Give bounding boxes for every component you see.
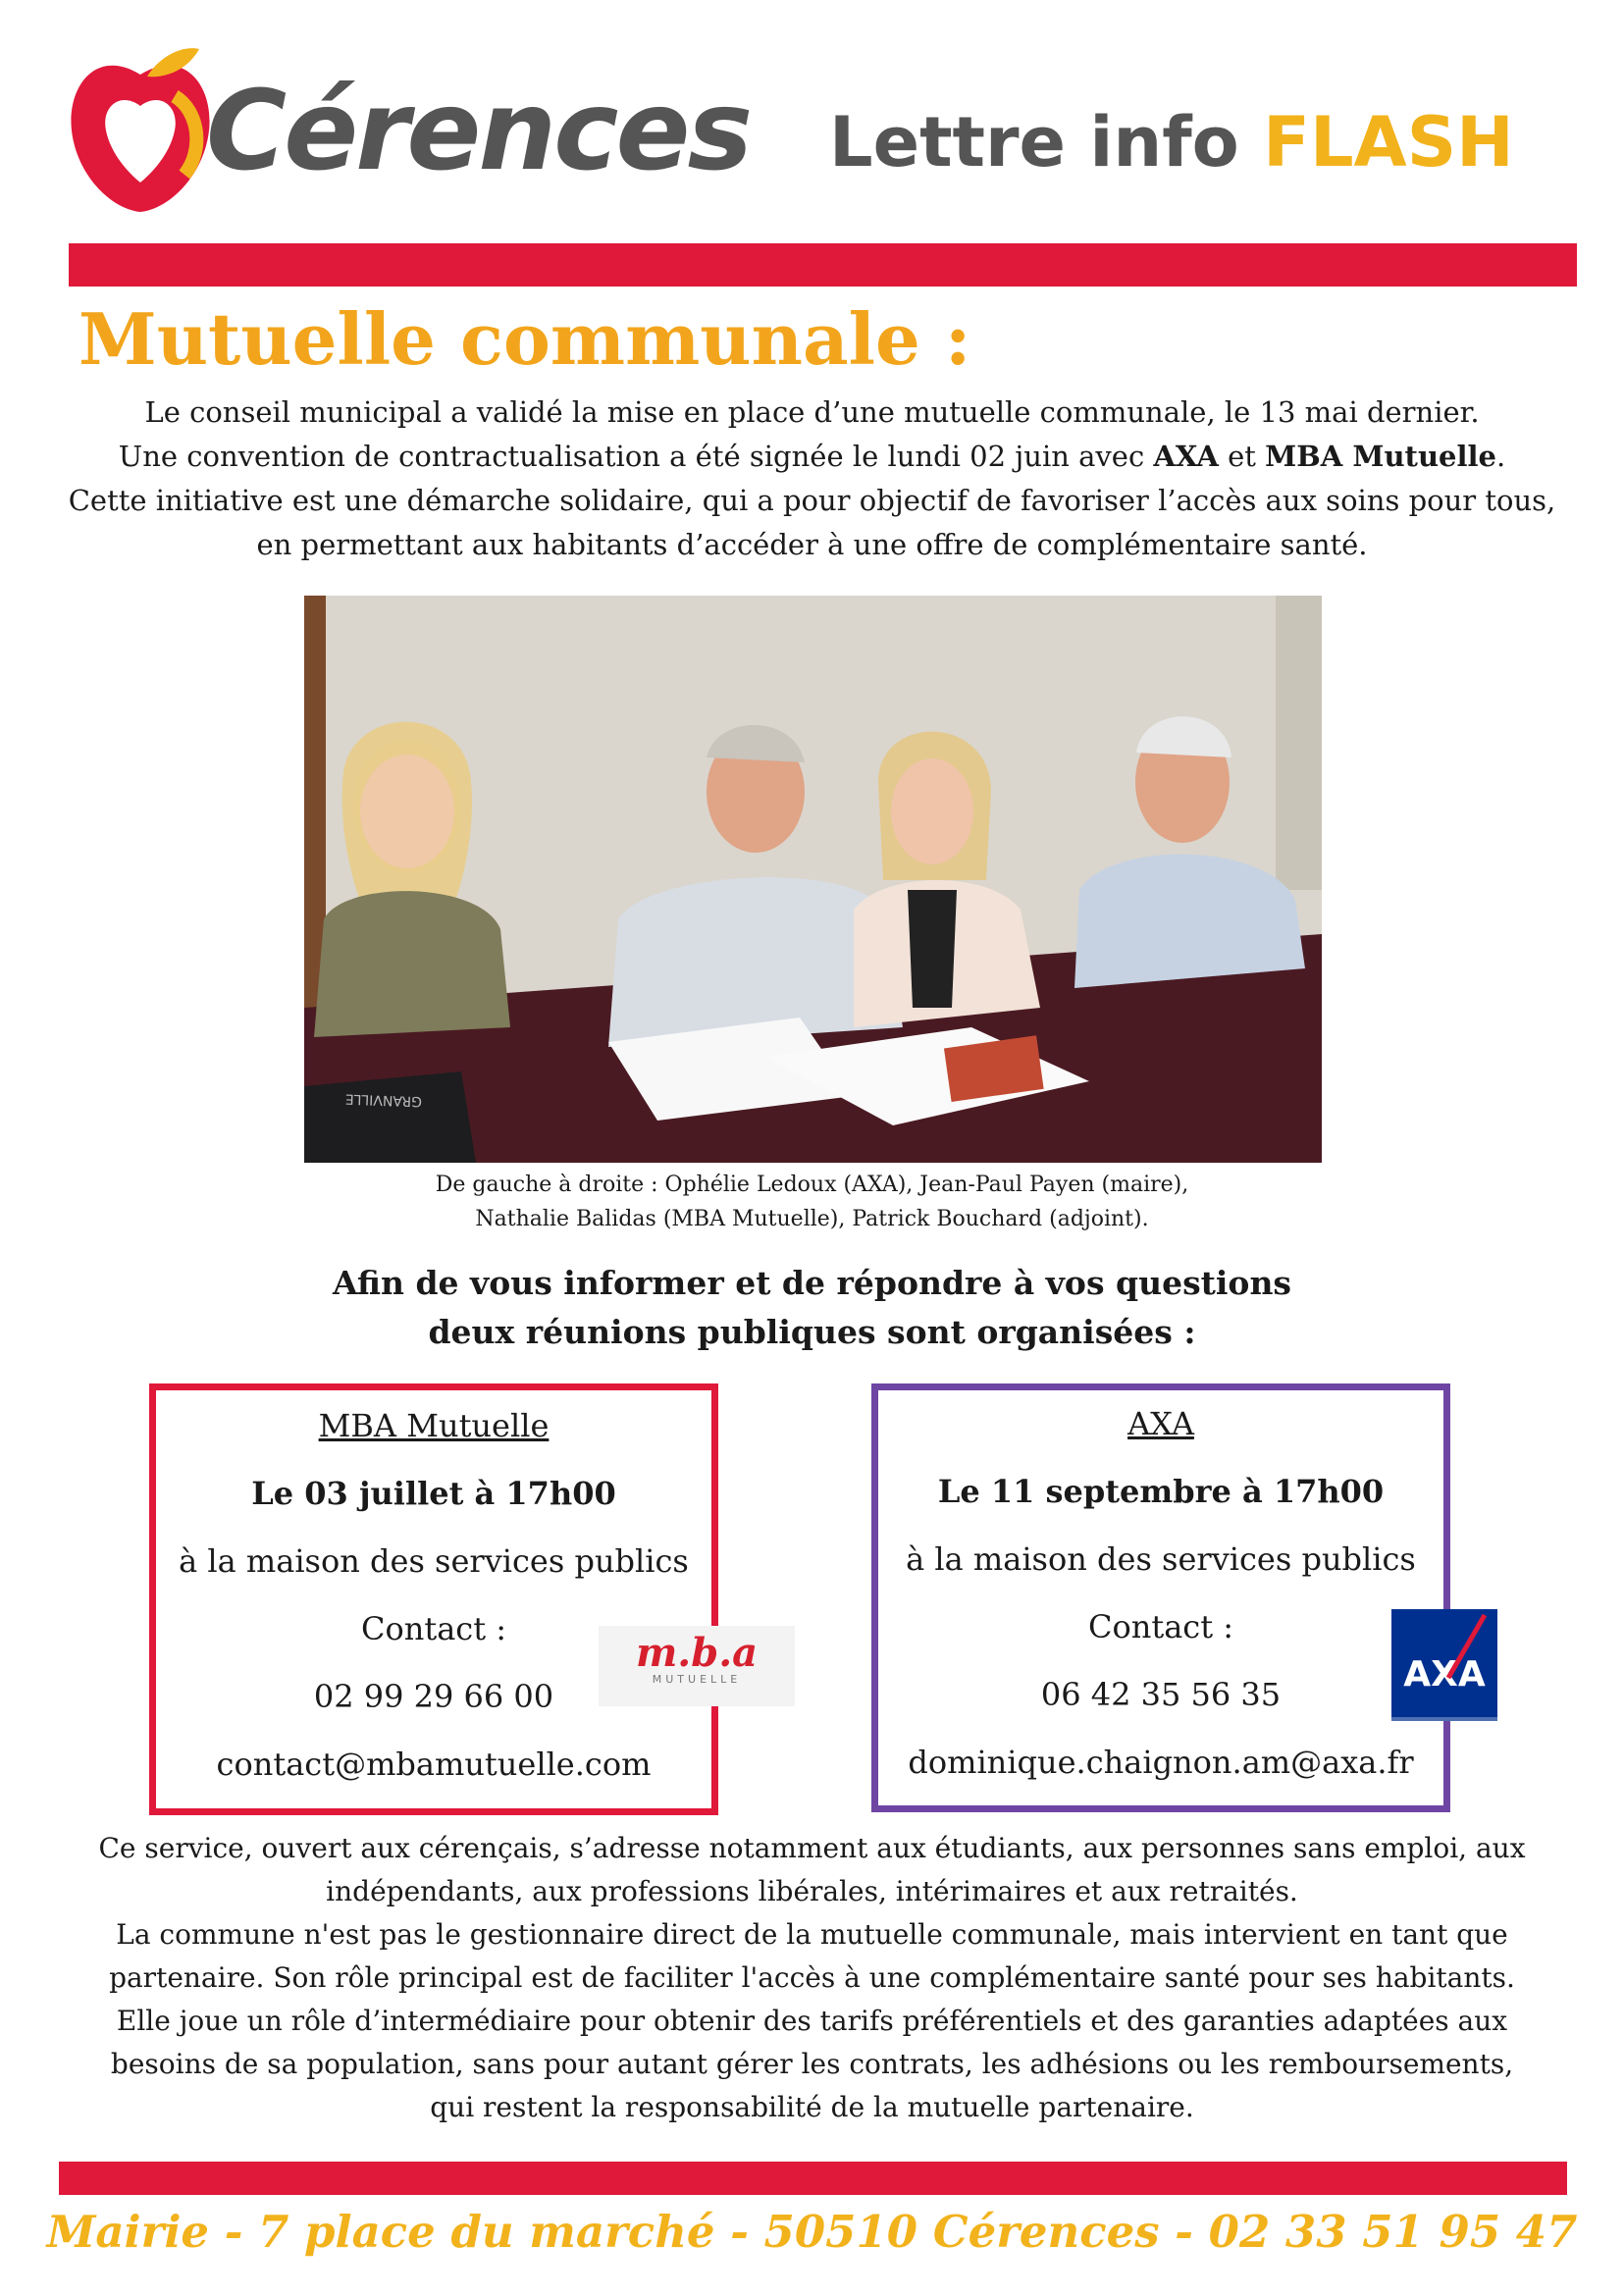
header-title-prefix: Lettre info: [829, 102, 1264, 183]
intro-line-2-prefix: Une convention de contractualisation a été signée le lundi 02 juin avec: [118, 440, 1154, 473]
footer-line-6: besoins de sa population, sans pour autant gérer les contrats, les adhésions ou les remboursements,: [110, 2048, 1514, 2080]
notebook-text: GRANVILLE: [344, 1090, 423, 1110]
axa-email[interactable]: dominique.chaignon.am@axa.fr: [908, 1744, 1414, 1781]
intro-mba: MBA Mutuelle: [1265, 440, 1496, 473]
intro-end: .: [1495, 440, 1506, 473]
footer-line-3: La commune n'est pas le gestionnaire direct de la mutuelle communale, mais intervient en tant que: [116, 1918, 1508, 1951]
footer-line-5: Elle joue un rôle d’intermédiaire pour obtenir des tarifs préférentiels et des garanties adaptées aux: [116, 2005, 1508, 2037]
footer-line-2: indépendants, aux professions libérales, intérimaires et aux retraités.: [326, 1875, 1298, 1907]
mba-place: à la maison des services publics: [179, 1542, 689, 1580]
bottom-divider: [59, 2162, 1567, 2195]
header-title-flash: FLASH: [1263, 102, 1514, 183]
axa-phone: 06 42 35 56 35: [1040, 1676, 1282, 1713]
axa-contact-label: Contact :: [1087, 1608, 1234, 1645]
footer-line-4: partenaire. Son rôle principal est de faciliter l'accès à une complémentaire santé pour ses habitants.: [109, 1961, 1515, 1994]
intro-line-3: Cette initiative est une démarche solidaire, qui a pour objectif de favoriser l’accès aux soins pour tous,: [68, 484, 1556, 517]
mba-meeting-box: [149, 1383, 718, 1815]
mba-phone: 02 99 29 66 00: [313, 1678, 554, 1715]
intro-line-2: [39, 435, 1585, 479]
axa-date: Le 11 septembre à 17h00: [937, 1473, 1385, 1510]
section-title: Mutuelle communale :: [79, 297, 971, 381]
footer-line-7: qui restent la responsabilité de la mutuelle partenaire.: [430, 2091, 1194, 2123]
intro-line-4: en permettant aux habitants d’accéder à une offre de complémentaire santé.: [256, 528, 1368, 561]
logo-text: Cérences: [206, 68, 751, 195]
axa-place: à la maison des services publics: [906, 1540, 1416, 1578]
mba-mutuelle-logo: [599, 1626, 795, 1706]
apple-heart-icon: [67, 37, 214, 219]
mairie-address: Mairie - 7 place du marché - 50510 Cérences - 02 33 51 95 47: [46, 2206, 1578, 2258]
mba-logo-text: m.b.a: [635, 1630, 759, 1676]
axa-logo-text: AXA: [1403, 1654, 1486, 1695]
meetings-heading-line-1: Afin de vous informer et de répondre à vos questions: [332, 1264, 1292, 1302]
intro-line-1: Le conseil municipal a validé la mise en place d’une mutuelle communale, le 13 mai dernier.: [144, 395, 1480, 429]
meetings-heading-line-2: deux réunions publiques sont organisées :: [428, 1313, 1196, 1351]
signing-photo: [304, 596, 1322, 1163]
mba-email[interactable]: contact@mbamutuelle.com: [216, 1746, 652, 1783]
mba-contact-label: Contact :: [360, 1610, 507, 1647]
intro-axa: AXA: [1153, 440, 1219, 473]
mba-date: Le 03 juillet à 17h00: [251, 1475, 616, 1512]
axa-logo: [1391, 1609, 1497, 1721]
intro-and: et: [1218, 440, 1266, 473]
caption-line-2: Nathalie Balidas (MBA Mutuelle), Patrick Bouchard (adjoint).: [475, 1207, 1149, 1231]
footer-line-1: Ce service, ouvert aux cérençais, s’adresse notamment aux étudiants, aux personnes sans emploi, aux: [98, 1832, 1526, 1864]
top-divider: [69, 243, 1577, 287]
intro-text: [39, 391, 1585, 567]
axa-title: AXA: [1127, 1405, 1194, 1442]
axa-meeting-box: [871, 1383, 1450, 1812]
header-title: [829, 102, 1514, 183]
service-description: [44, 1827, 1580, 2129]
document-text: AXA: [981, 1084, 1000, 1094]
mba-logo-sub: MUTUELLE: [652, 1673, 742, 1686]
meetings-heading: [196, 1259, 1428, 1357]
photo-caption: [294, 1168, 1330, 1236]
mba-title: MBA Mutuelle: [318, 1407, 550, 1444]
caption-line-1: De gauche à droite : Ophélie Ledoux (AXA), Jean-Paul Payen (maire),: [435, 1173, 1189, 1197]
